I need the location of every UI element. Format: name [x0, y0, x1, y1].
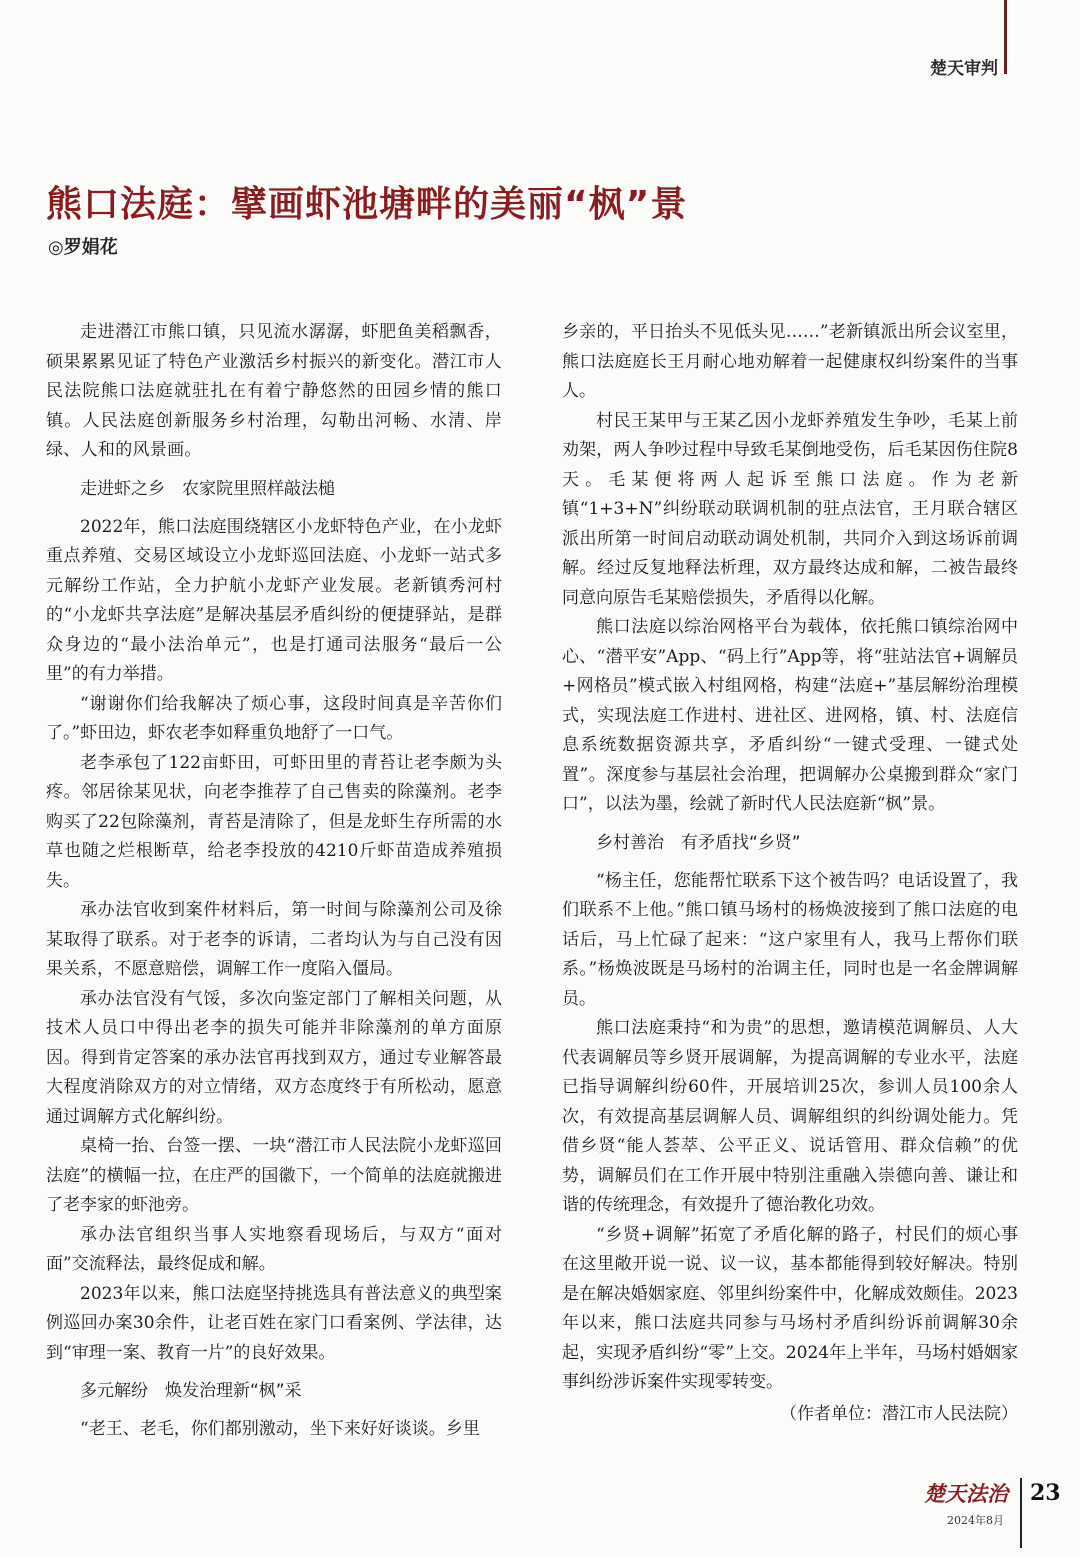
left-column — [46, 318, 502, 1445]
article-author: ◎罗娟花 — [48, 237, 118, 258]
paragraph: 熊口法庭以综治网格平台为载体，依托熊口镇综治网中心、“潜平安”App、“码上行”App等，将“驻站法官+调解员+网格员”模式嵌入村组网格，构建“法庭+”基层解纷治理模式，实现法庭工作进村、进社区、进网格，镇、村、法庭信息系统数据资源共享，矛盾纠纷“一键式受理、一键式处置”。深度参与基层社会治理，把调解办公桌搬到群众“家门口”，以法为墨，绘就了新时代人民法庭新“枫”景。 — [562, 617, 1018, 814]
paragraph: 老李承包了122亩虾田，可虾田里的青苔让老李颇为头疼。邻居徐某见状，向老李推荐了自己售卖的除藻剂。老李购买了22包除藻剂，青苔是清除了，但是龙虾生存所需的水草也随之烂根断草，给老李投放的4210斤虾苗造成养殖损失。 — [46, 752, 502, 891]
paragraph: 村民王某甲与王某乙因小龙虾养殖发生争吵，毛某上前劝架，两人争吵过程中导致毛某倒地受伤，后毛某因伤住院8天。毛某便将两人起诉至熊口法庭。作为老新镇“1+3+N”纠纷联动联调机制的驻点法官，王月联合辖区派出所第一时间启动联动调处机制，共同介入到这场诉前调解。经过反复地释法析理，双方最终达成和解，二被告最终同意向原告毛某赔偿损失，矛盾得以化解。 — [562, 410, 1018, 608]
section-heading-1: 走进虾之乡 农家院里照样敲法槌 — [80, 478, 335, 499]
magazine-logo: 楚天法治 — [924, 1481, 1008, 1506]
section-heading-2: 多元解纷 焕发治理新“枫”采 — [80, 1381, 302, 1401]
paragraph: “谢谢你们给我解决了烦心事，这段时间真是辛苦你们了。”虾田边，虾农老李如释重负地舒了一口气。 — [46, 693, 502, 743]
paragraph: “杨主任，您能帮忙联系下这个被告吗？电话设置了，我们联系不上他。”熊口镇马场村的杨焕波接到了熊口法庭的电话后，马上忙碌了起来：“这户家里有人，我马上帮你们联系。”杨焕波既是马场村的治调主任，同时也是一名金牌调解员。 — [562, 870, 1018, 1009]
header-rule — [1004, 0, 1007, 74]
section-heading-3: 乡村善治 有矛盾找“乡贤” — [596, 832, 801, 853]
paragraph: 承办法官没有气馁，多次向鉴定部门了解相关问题，从技术人员口中得出老李的损失可能并非除藻剂的单方面原因。得到肯定答案的承办法官再找到双方，通过专业解答最大程度消除双方的对立情绪，双方态度终于有所松动，愿意通过调解方式化解纠纷。 — [46, 988, 502, 1127]
footer-rule — [1020, 1478, 1022, 1548]
paragraph: 桌椅一抬、台签一摆、一块“潜江市人民法院小龙虾巡回法庭”的横幅一拉，在庄严的国徽下，一个简单的法庭就搬进了老李家的虾池旁。 — [46, 1136, 502, 1215]
paragraph: “老王、老毛，你们都别激动，坐下来好好谈谈。乡里 — [80, 1419, 480, 1439]
paragraph-continued: 乡亲的，平日抬头不见低头见……”老新镇派出所会议室里，熊口法庭庭长王月耐心地劝解着一起健康权纠纷案件的当事人。 — [562, 322, 1018, 401]
paragraph: 2022年，熊口法庭围绕辖区小龙虾特色产业，在小龙虾重点养殖、交易区域设立小龙虾巡回法庭、小龙虾一站式多元解纷工作站，全力护航小龙虾产业发展。老新镇秀河村的“小龙虾共享法庭”是解决基层矛盾纠纷的便捷驿站，是群众身边的“最小法治单元”，也是打通司法服务“最后一公里”的有力举措。 — [46, 516, 502, 684]
article-title: 熊口法庭：擘画虾池塘畔的美丽“枫”景 — [46, 184, 688, 225]
author-affiliation: （作者单位：潜江市人民法院） — [780, 1403, 1018, 1424]
section-tag: 楚天审判 — [930, 59, 998, 79]
paragraph: 2023年以来，熊口法庭坚持挑选具有普法意义的典型案例巡回办案30余件，让老百姓在家门口看案例、学法律，达到“审理一案、教育一片”的良好效果。 — [46, 1283, 502, 1363]
issue-date: 2024年8月 — [947, 1514, 1004, 1527]
right-column — [562, 318, 1018, 1429]
page-number: 23 — [1030, 1480, 1061, 1506]
paragraph: 熊口法庭秉持“和为贵”的思想，邀请模范调解员、人大代表调解员等乡贤开展调解，为提高调解的专业水平，法庭已指导调解纠纷60件，开展培训25次，参训人员100余人次，有效提高基层调解人员、调解组织的纠纷调处能力。凭借乡贤“能人荟萃、公平正义、说话管用、群众信赖”的优势，调解员们在工作开展中特别注重融入崇德向善、谦让和谐的传统理念，有效提升了德治教化功效。 — [562, 1018, 1018, 1215]
paragraph: 承办法官组织当事人实地察看现场后，与双方“面对面”交流释法，最终促成和解。 — [46, 1224, 502, 1274]
lead-paragraph: 走进潜江市熊口镇，只见流水潺潺，虾肥鱼美稻飘香，硕果累累见证了特色产业激活乡村振兴的新变化。潜江市人民法院熊口法庭就驻扎在有着宁静悠然的田园乡情的熊口镇。人民法庭创新服务乡村治理，勾勒出河畅、水清、岸绿、人和的风景画。 — [46, 322, 502, 460]
paragraph: 承办法官收到案件材料后，第一时间与除藻剂公司及徐某取得了联系。对于老李的诉请，二者均认为与自己没有因果关系，不愿意赔偿，调解工作一度陷入僵局。 — [46, 900, 502, 979]
paragraph: “乡贤+调解”拓宽了矛盾化解的路子，村民们的烦心事在这里敞开说一说、议一议，基本都能得到较好解决。特别是在解决婚姻家庭、邻里纠纷案件中，化解成效颇佳。2023年以来，熊口法庭共同参与马场村矛盾纠纷诉前调解30余起，实现矛盾纠纷“零”上交。2024年上半年，马场村婚姻家事纠纷涉诉案件实现零转变。 — [562, 1224, 1018, 1392]
